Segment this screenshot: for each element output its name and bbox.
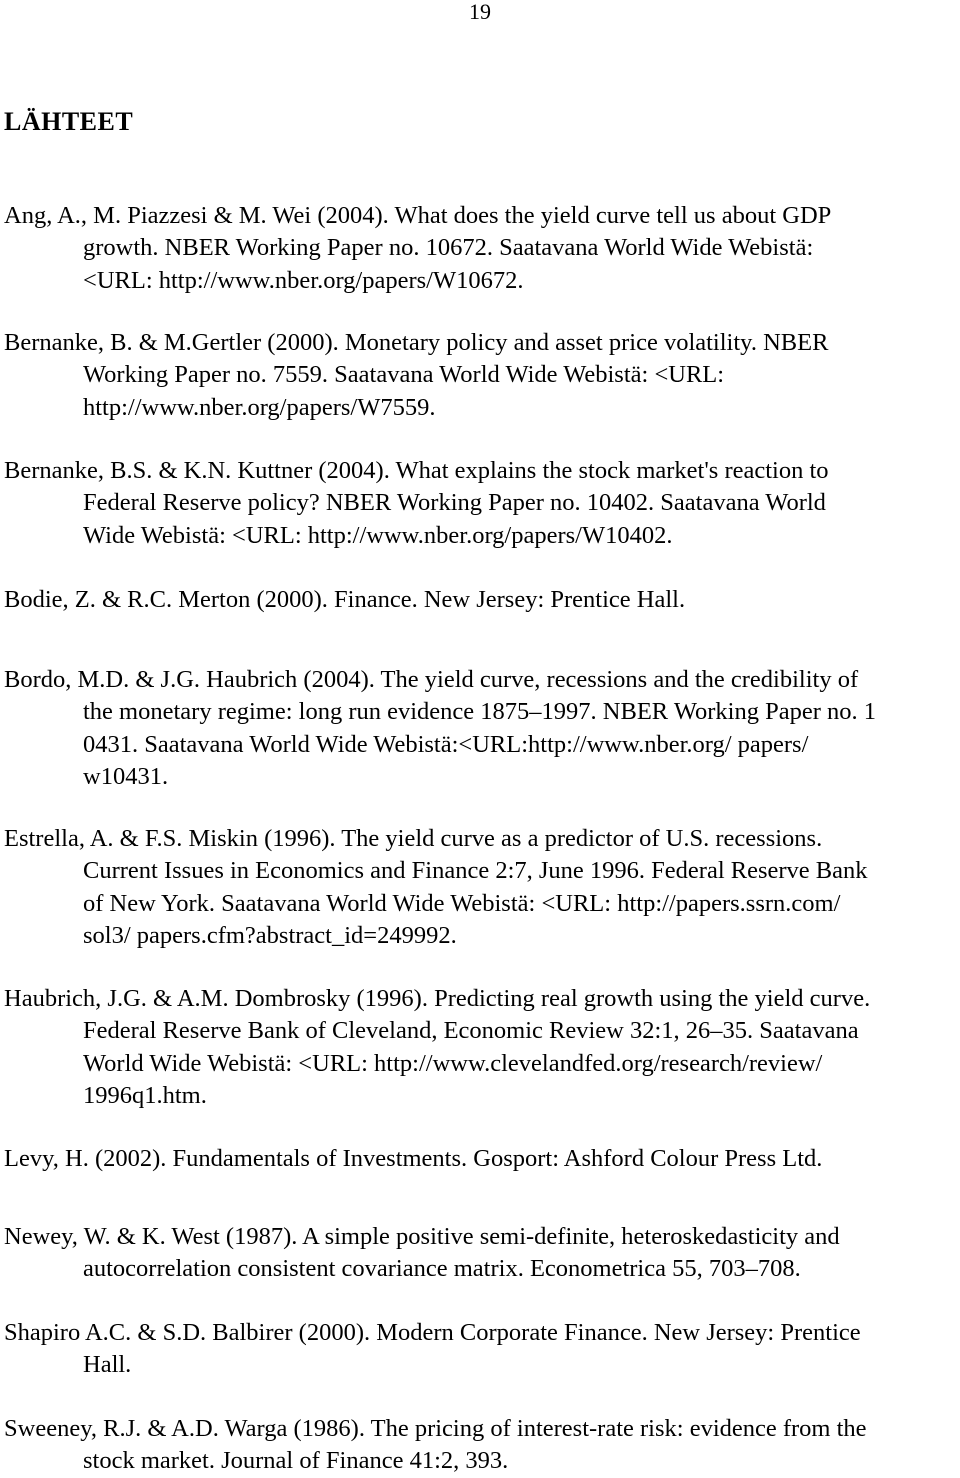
reference-bordo-haubrich-2004: Bordo, M.D. & J.G. Haubrich (2004). The yield curve, recessions and the credibility of the monetary regime: long run evidence 1875–1997. NBER Working Paper no. 1 0431. Saatavana World Wide Webistä:<URL:http://www.nber.org/ papers/ w10431. — [4, 666, 876, 791]
reference-bernanke-gertler-2000: Bernanke, B. & M.Gertler (2000). Monetary policy and asset price volatility. NBER Working Paper no. 7559. Saatavana World Wide Webistä: <URL: http://www.nber.org/papers/W7559. — [4, 329, 829, 421]
reference-bodie-merton-2000: Bodie, Z. & R.C. Merton (2000). Finance. New Jersey: Prentice Hall. — [4, 586, 686, 613]
references-heading: LÄHTEET — [4, 107, 134, 136]
reference-haubrich-dombrosky-1996: Haubrich, J.G. & A.M. Dombrosky (1996). Predicting real growth using the yield curve. Federal Reserve Bank of Cleveland, Economic Review 32:1, 26–35. Saatavana World Wide Webistä: <URL: http://www.clevelandfed.org/research/review/ 1996q1.htm. — [4, 985, 871, 1110]
page-number: 19 — [469, 0, 491, 24]
reference-estrella-miskin-1996: Estrella, A. & F.S. Miskin (1996). The yield curve as a predictor of U.S. recessions. Current Issues in Economics and Finance 2:7, June 1996. Federal Reserve Bank of New York. Saatavana World Wide Webistä: <URL: http://papers.ssrn.com/ sol3/ papers.cfm?abstract_id=249992. — [4, 825, 868, 950]
reference-bernanke-kuttner-2004: Bernanke, B.S. & K.N. Kuttner (2004). What explains the stock market's reaction to Federal Reserve policy? NBER Working Paper no. 10402. Saatavana World Wide Webistä: <URL: http://www.nber.org/papers/W10402. — [4, 457, 829, 549]
reference-newey-west-1987: Newey, W. & K. West (1987). A simple positive semi-definite, heteroskedasticity and autocorrelation consistent covariance matrix. Econometrica 55, 703–708. — [4, 1223, 840, 1283]
reference-ang-2004: Ang, A., M. Piazzesi & M. Wei (2004). What does the yield curve tell us about GDP growth. NBER Working Paper no. 10672. Saatavana World Wide Webistä: <URL: http://www.nber.org/papers/W10672. — [4, 202, 832, 294]
reference-sweeney-warga-1986: Sweeney, R.J. & A.D. Warga (1986). The pricing of interest-rate risk: evidence from the stock market. Journal of Finance 41:2, 393. — [4, 1415, 867, 1475]
reference-levy-2002: Levy, H. (2002). Fundamentals of Investments. Gosport: Ashford Colour Press Ltd. — [4, 1145, 823, 1172]
reference-shapiro-balbirer-2000: Shapiro A.C. & S.D. Balbirer (2000). Modern Corporate Finance. New Jersey: Prentice Hall. — [4, 1319, 861, 1379]
